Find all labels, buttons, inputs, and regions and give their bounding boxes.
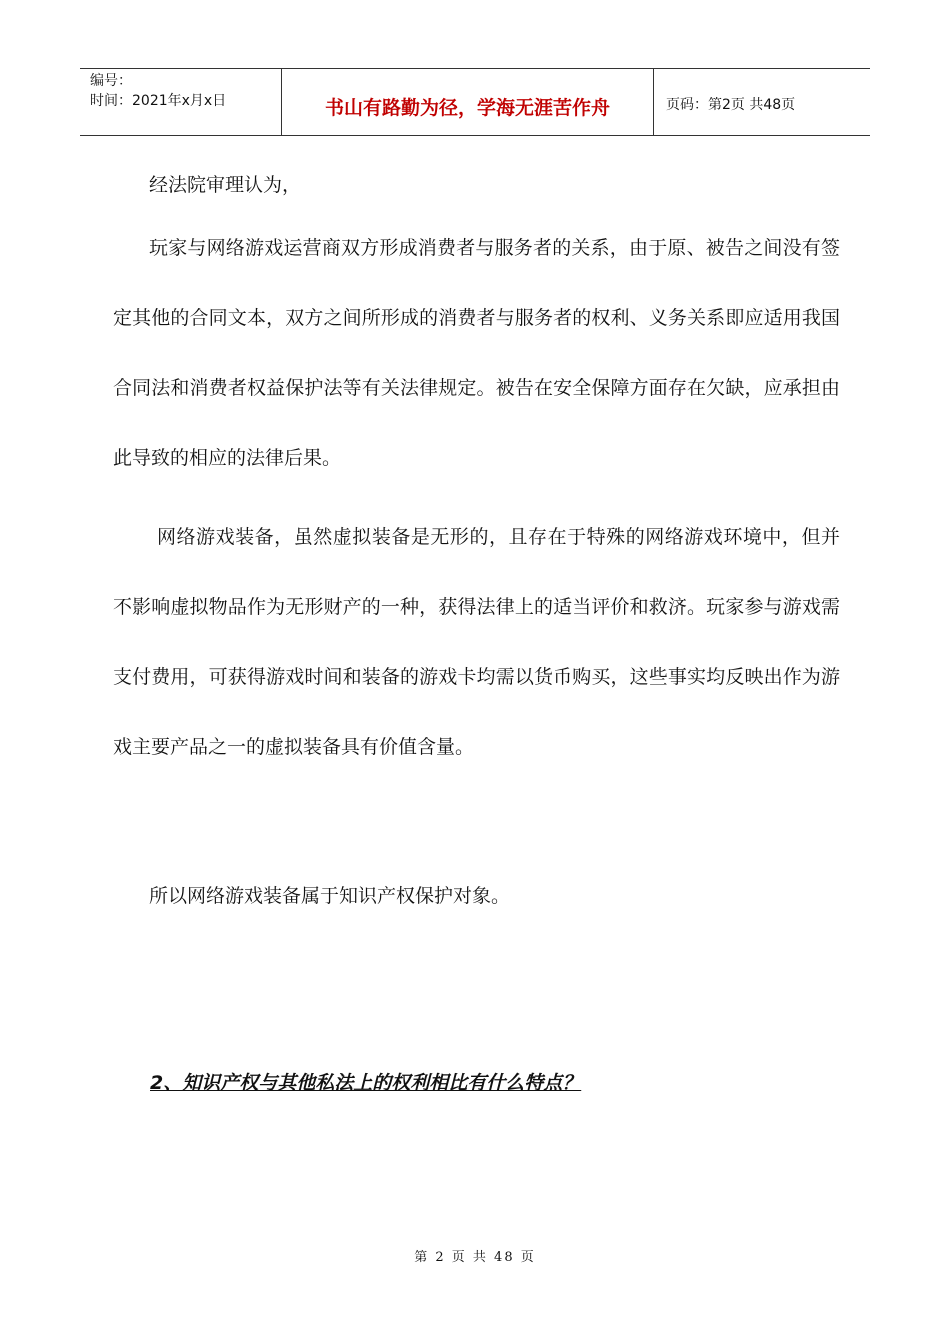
header-left-cell — [80, 69, 282, 135]
time-label: 时间：2021年x月x日 — [90, 93, 227, 109]
page-header — [80, 68, 870, 136]
header-motto: 书山有路勤为径，学海无涯苦作舟 — [282, 69, 654, 135]
number-label: 编号： — [90, 73, 132, 89]
header-page-code: 页码：第2页 共48页 — [666, 97, 796, 113]
paragraph-4: 所以网络游戏装备属于知识产权保护对象。 — [149, 885, 511, 907]
paragraph-1: 经法院审理认为， — [149, 174, 302, 196]
paragraph-3: 网络游戏装备，虽然虚拟装备是无形的，且存在于特殊的网络游戏环境中，但并不影响虚拟物品作为无形财产的一种，获得法律上的适当评价和救济。玩家参与游戏需支付费用，可获得游戏时间和装备的游戏卡均需以货币购买，这些事实均反映出作为游戏主要产品之一的虚拟装备具有价值含量。 — [113, 526, 840, 758]
page-footer: 第 2 页 共 48 页 — [414, 1250, 536, 1265]
paragraph-2: 玩家与网络游戏运营商双方形成消费者与服务者的关系，由于原、被告之间没有签定其他的合同文本，双方之间所形成的消费者与服务者的权利、义务关系即应适用我国合同法和消费者权益保护法等有关法律规定。被告在安全保障方面存在欠缺，应承担由此导致的相应的法律后果。 — [113, 237, 840, 469]
question-heading: 2、知识产权与其他私法上的权利相比有什么特点？ — [150, 1072, 582, 1094]
